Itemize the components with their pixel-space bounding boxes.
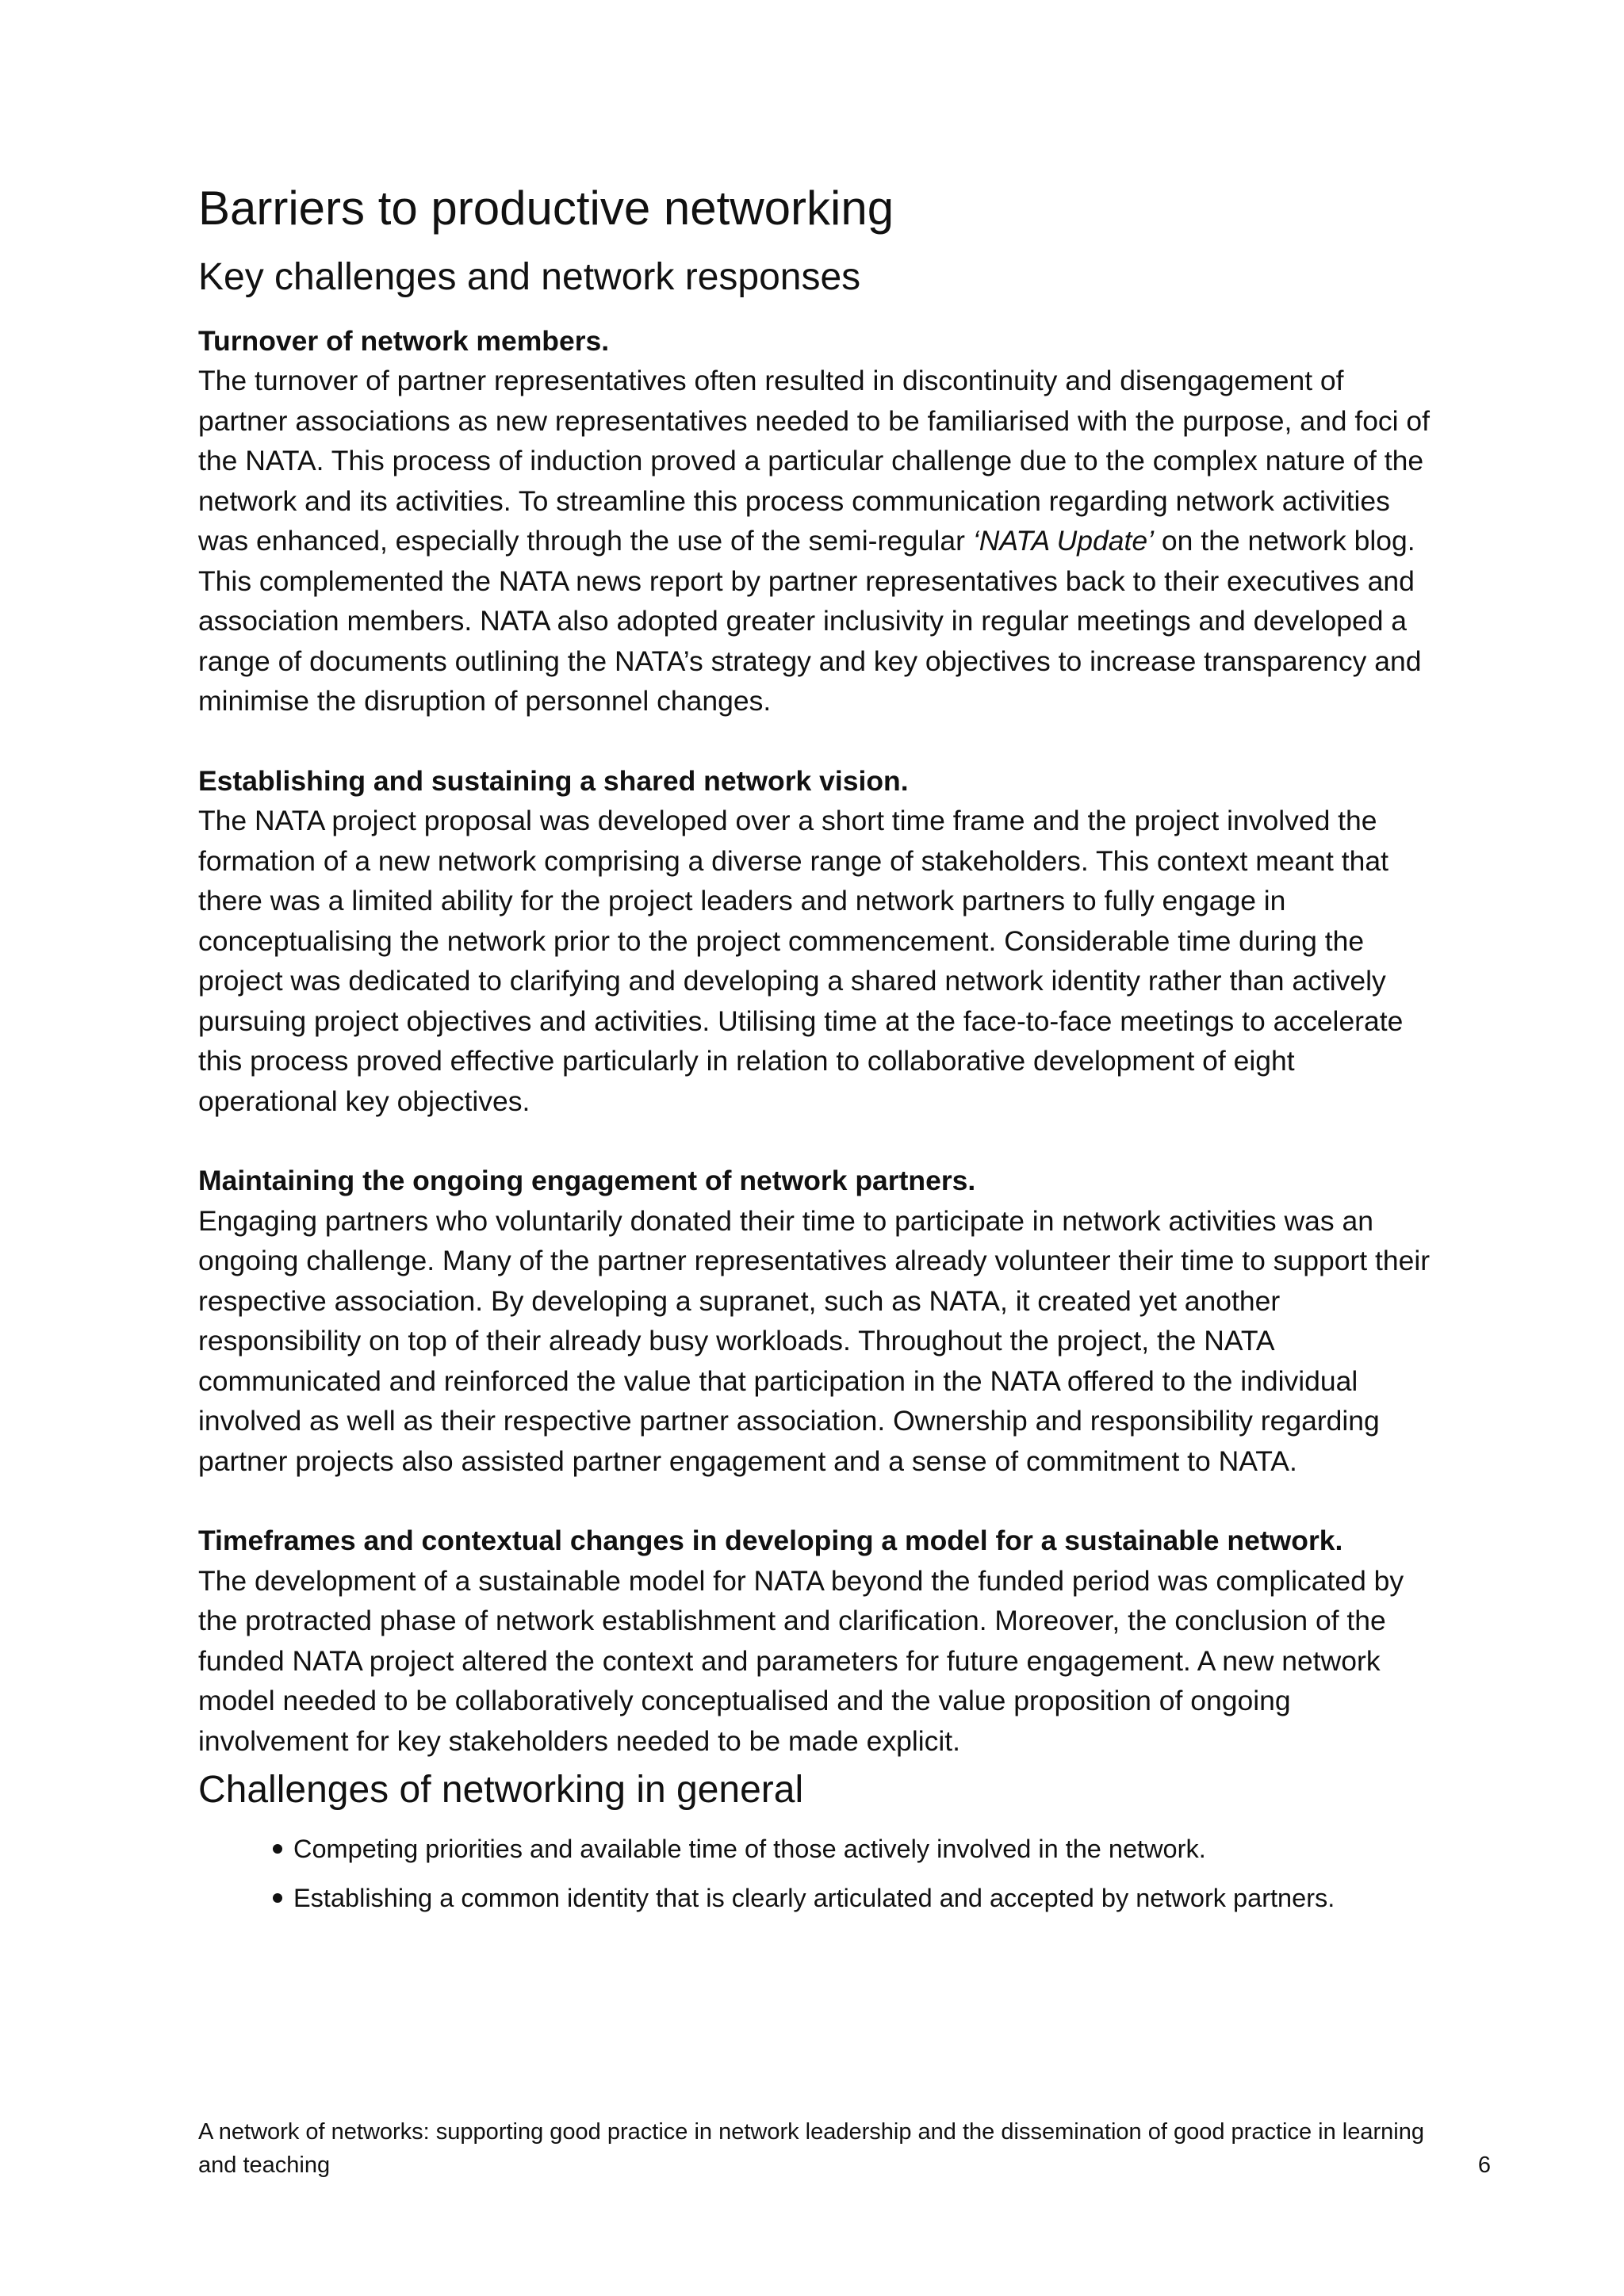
list-item-text: Establishing a common identity that is clearly articulated and accepted by network partners. <box>293 1883 1335 1912</box>
list-item-text: Competing priorities and available time of those actively involved in the network. <box>293 1834 1206 1863</box>
footer-text: A network of networks: supporting good practice in network leadership and the dissemination of good practice in learning and teaching <box>198 2119 1424 2178</box>
body-text: The turnover of partner representatives often resulted in discontinuity and disengagement of partner associations as new representatives needed to be familiarised with the purpose, and foci of the NATA. This process of induction proved a particular challenge due to the complex nature of the network and its activities. To streamline this process communication regarding network activities was enhanced, especially through the use of the semi-regular <box>198 365 1431 557</box>
page-subtitle: Key challenges and network responses <box>198 256 861 298</box>
section-heading: Timeframes and contextual changes in developing a model for a sustainable network. <box>198 1525 1343 1557</box>
section-timeframes <box>198 1521 1435 1761</box>
bullet-icon <box>273 1893 282 1903</box>
section-turnover <box>198 321 1435 721</box>
list-item <box>273 1880 1435 1916</box>
page-title: Barriers to productive networking <box>198 182 894 235</box>
list-item <box>273 1831 1435 1867</box>
page-footer <box>198 2115 1491 2182</box>
section-shared-vision <box>198 761 1435 1122</box>
section-engagement <box>198 1161 1435 1481</box>
section-body: The NATA project proposal was developed over a short time frame and the project involved the formation of a new network comprising a diverse range of stakeholders. This context meant that there was a limited ability for the project leaders and network partners to fully engage in conceptualising the network prior to the project commencement. Considerable time during the project was dedicated to clarifying and developing a shared network identity rather than actively pursuing project objectives and activities. Utilising time at the face-to-face meetings to accelerate this process proved effective particularly in relation to collaborative development of eight operational key objectives. <box>198 805 1404 1117</box>
section-body <box>198 361 1435 721</box>
body-text: on the network blog. This complemented the NATA news report by partner representatives back to their executives and association members. NATA also adopted greater inclusivity in regular meetings and developed a range of documents outlining the NATA’s strategy and key objectives to increase transparency and minimise the disruption of personnel changes. <box>198 525 1422 718</box>
section-heading: Turnover of network members. <box>198 324 610 357</box>
bullet-icon <box>273 1844 282 1854</box>
section-body: The development of a sustainable model for NATA beyond the funded period was complicated by the protracted phase of network establishment and clarification. Moreover, the conclusion of the funded NATA project altered the context and parameters for future engagement. A new network model needed to be collaboratively conceptualised and the value proposition of ongoing involvement for key stakeholders needed to be made explicit. <box>198 1564 1404 1757</box>
section-heading: Maintaining the ongoing engagement of network partners. <box>198 1165 976 1197</box>
section-body: Engaging partners who voluntarily donated their time to participate in network activities was an ongoing challenge. Many of the partner representatives already volunteer their time to support their respective association. By developing a supranet, such as NATA, it created yet another responsibility on top of their already busy workloads. Throughout the project, the NATA communicated and reinforced the value that participation in the NATA offered to the individual involved as well as their respective partner association. Ownership and responsibility regarding partner projects also assisted partner engagement and a sense of commitment to NATA. <box>198 1204 1431 1477</box>
nata-update-emphasis: ‘NATA Update’ <box>972 525 1155 557</box>
section-heading: Establishing and sustaining a shared network vision. <box>198 764 909 797</box>
document-page <box>198 181 1435 1929</box>
page-number: 6 <box>1477 2152 1491 2178</box>
challenges-heading: Challenges of networking in general <box>198 1769 804 1812</box>
challenges-list <box>198 1831 1435 1916</box>
